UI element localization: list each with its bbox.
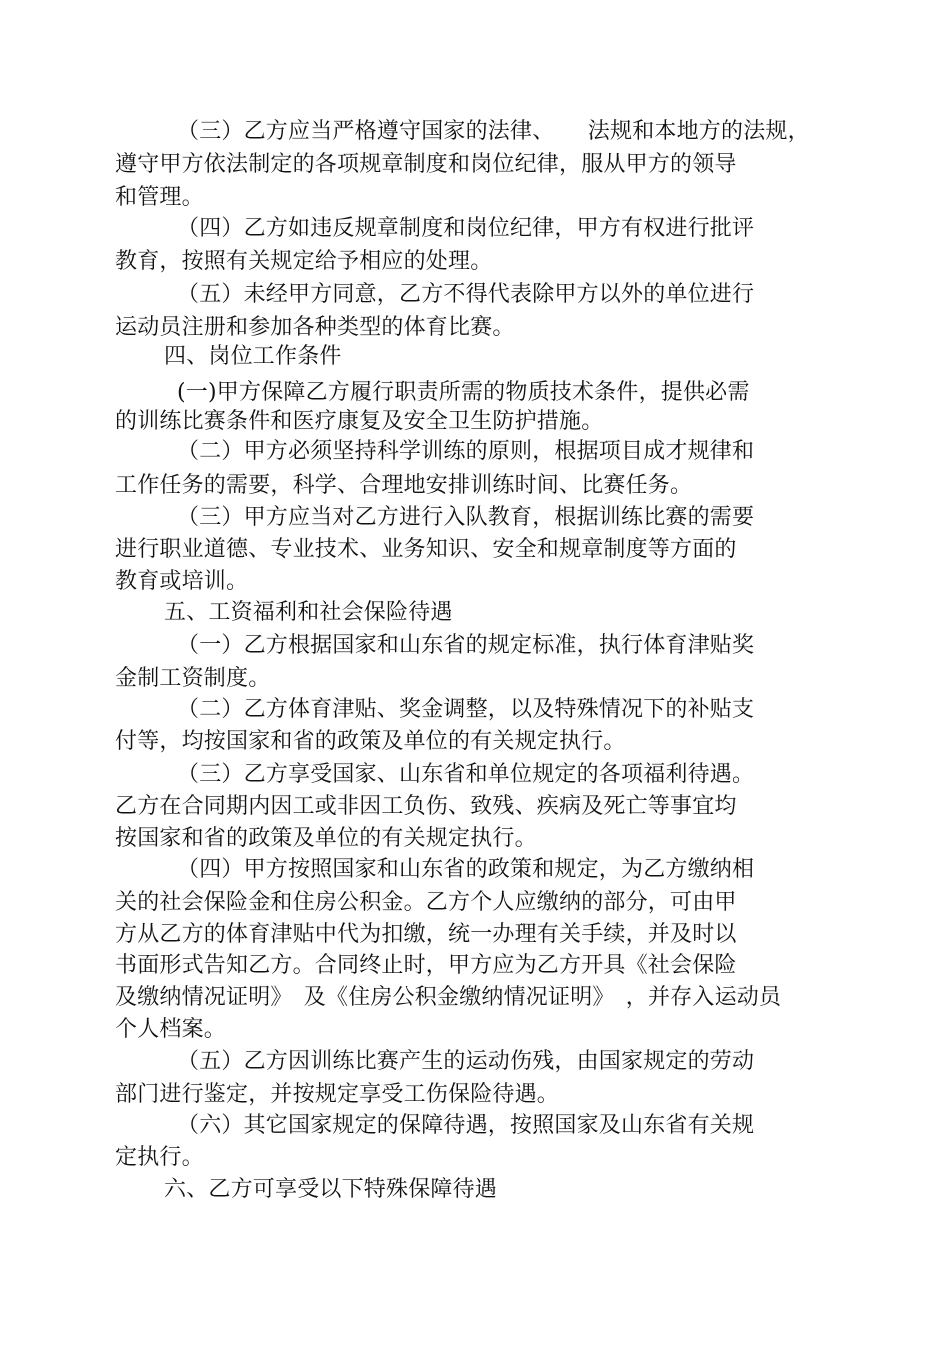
paragraph-line: （五）未经甲方同意，乙方不得代表除甲方以外的单位进行: [177, 282, 755, 307]
paragraph-line: 及缴纳情况证明》 及《住房公积金缴纳情况证明》 ，并存入运动员: [115, 985, 782, 1010]
paragraph-line: 部门进行鉴定，并按规定享受工伤保险待遇。: [115, 1082, 560, 1107]
paragraph-line: 教育，按照有关规定给予相应的处理。: [115, 249, 493, 274]
paragraph-line: 付等，均按国家和省的政策及单位的有关规定执行。: [115, 729, 626, 754]
paragraph-line: 工作任务的需要，科学、合理地安排训练时间、比赛任务。: [115, 473, 693, 498]
paragraph-line: 乙方在合同期内因工或非因工负伤、致残、疾病及死亡等事宜均: [115, 794, 737, 819]
section-heading: 五、工资福利和社会保险待遇: [164, 600, 453, 625]
paragraph-line: （三）乙方应当严格遵守国家的法律、 法规和本地方的法规，: [177, 119, 810, 144]
paragraph-line: （二）甲方必须坚持科学训练的原则，根据项目成才规律和: [177, 439, 755, 464]
paragraph-line: (一)甲方保障乙方履行职责所需的物质技术条件，提供必需: [177, 380, 750, 405]
paragraph-line: （二）乙方体育津贴、奖金调整，以及特殊情况下的补贴支: [177, 697, 755, 722]
paragraph-line: 遵守甲方依法制定的各项规章制度和岗位纪律，服从甲方的领导: [115, 152, 737, 177]
paragraph-line: 运动员注册和参加各种类型的体育比赛。: [115, 315, 515, 340]
paragraph-line: 关的社会保险金和住房公积金。乙方个人应缴纳的部分，可由甲: [115, 890, 737, 915]
paragraph-line: 进行职业道德、专业技术、业务知识、安全和规章制度等方面的: [115, 537, 737, 562]
section-heading: 四、岗位工作条件: [164, 344, 342, 369]
section-heading: 六、乙方可享受以下特殊保障待遇: [164, 1177, 498, 1202]
paragraph-line: 的训练比赛条件和医疗康复及安全卫生防护措施。: [115, 409, 604, 434]
paragraph-line: 金制工资制度。: [115, 666, 271, 691]
paragraph-line: 书面形式告知乙方。合同终止时，甲方应为乙方开具《社会保险: [115, 953, 737, 978]
paragraph-line: 定执行。: [115, 1145, 204, 1170]
paragraph-line: （六）其它国家规定的保障待遇，按照国家及山东省有关规: [177, 1113, 755, 1138]
paragraph-line: 方从乙方的体育津贴中代为扣缴，统一办理有关手续，并及时以: [115, 922, 737, 947]
paragraph-line: （一）乙方根据国家和山东省的规定标准，执行体育津贴奖: [177, 633, 755, 658]
paragraph-line: （三）甲方应当对乙方进行入队教育，根据训练比赛的需要: [177, 505, 755, 530]
paragraph-line: 个人档案。: [115, 1017, 227, 1042]
paragraph-line: （四）乙方如违反规章制度和岗位纪律，甲方有权进行批评: [177, 216, 755, 241]
paragraph-line: （三）乙方享受国家、山东省和单位规定的各项福利待遇。: [177, 762, 755, 787]
paragraph-line: 按国家和省的政策及单位的有关规定执行。: [115, 826, 537, 851]
paragraph-line: （五）乙方因训练比赛产生的运动伤残，由国家规定的劳动: [177, 1049, 755, 1074]
paragraph-line: （四）甲方按照国家和山东省的政策和规定，为乙方缴纳相: [177, 857, 755, 882]
paragraph-line: 教育或培训。: [115, 569, 249, 594]
paragraph-line: 和管理。: [115, 185, 204, 210]
